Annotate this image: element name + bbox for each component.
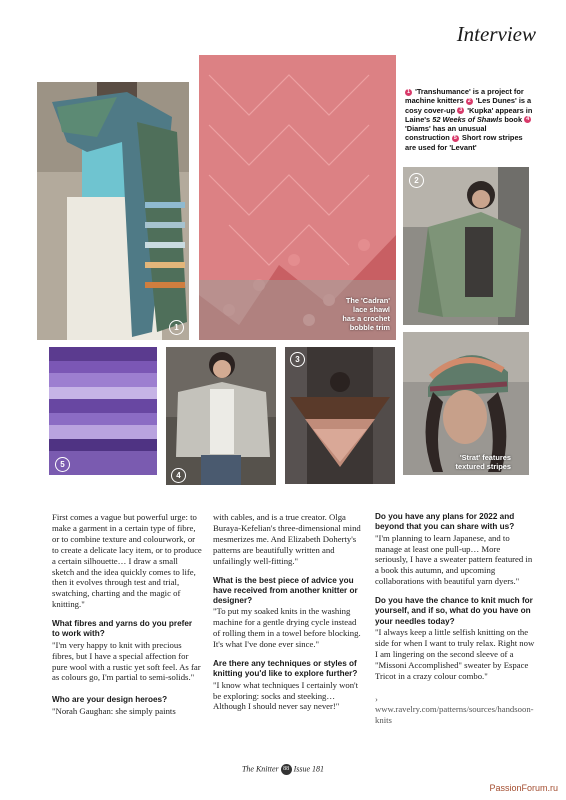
caption-line: 'Strat' features [459,453,511,462]
page-footer [0,764,566,775]
arrow-icon: › [375,693,378,704]
paragraph: with cables, and is a true creator. Olga Buraya-Kefelian's three-dimensional mind mesmerizes me. And Elizabeth Doherty's patterns are beautifully written and unfailingly well-fitting." [213,512,361,566]
answer: "I'm planning to learn Japanese, and to manage at least one pull-up… More seriously, I have a sweater pattern featured in a book this autumn, and upcoming collaborations with beautiful yarn dyers." [375,532,533,587]
answer: "To put my soaked knits in the washing machine for a gentle drying cycle instead of rolling them in a towel before blocking. It's what I've done ever since." [213,606,361,650]
caption-text: Short row stripes are used for 'Levant' [405,133,523,152]
caption-line: The 'Cadran' [345,296,390,305]
caption-number-1: 1 [406,88,411,95]
article-column-1 [52,512,202,726]
main-caption [405,87,533,152]
section-title: Interview [456,22,536,46]
photo-transhumance [37,82,189,340]
page-number: 88 [281,764,292,775]
photo-kupka [285,347,395,484]
issue-number: Issue 181 [293,764,325,774]
caption-line: has a crochet [342,314,390,323]
caption-line: textured stripes [455,462,511,471]
cadran-caption [342,296,390,332]
strat-caption [456,453,511,471]
caption-text: 'Les Dunes' is a cosy cover-up [405,96,532,115]
caption-number-5: 5 [453,135,457,142]
caption-book-title: 52 Weeks of Shawls [432,114,503,124]
photo-number-badge: 3 [290,352,305,367]
photo-number-badge: 1 [169,320,184,335]
question: What is the best piece of advice you have received from another knitter or designer? [213,575,358,606]
photo-strat-hat [403,332,529,475]
question: Are there any techniques or styles of knitting you'd like to explore further? [213,659,358,679]
paragraph: First comes a vague but powerful urge: to make a garment in a certain type of fibre, or to combine texture and colourwork, or to create a delicate lacy item, or to produce a certain silhouette… I draw a small sketch and the idea quickly comes to life, then it evolves through test and trial, swatching, charting and the magic of knitting." [52,512,202,610]
caption-line: bobble trim [349,323,390,332]
answer: "Norah Gaughan: she simply paints [52,705,176,716]
caption-text: 'Transhumance' is a project for machine knitters [405,87,524,106]
article-column-3 [375,512,535,735]
caption-number-3: 3 [459,107,463,114]
link-text[interactable]: www.ravelry.com/patterns/sources/handsoon-knits [375,704,534,726]
question: Do you have the chance to knit much for yourself, and if so, what do you have on your needles today? [375,596,533,626]
article-column-2 [213,512,365,721]
photo-les-dunes [403,167,529,325]
answer: "I know what techniques I certainly won't be exploring: socks and steeking… Although I should never say never!" [213,679,359,712]
caption-line: lace shawl [353,305,390,314]
photo-levant [49,347,157,475]
answer: "I'm very happy to knit with precious fibres, but I have a special affection for pure wool with a rustic yet soft feel. As far as colours go, I'm partial to semi-solids." [52,639,201,683]
caption-number-2: 2 [467,97,471,104]
photo-diams [166,347,276,485]
magazine-name: The Knitter [241,764,279,774]
answer: "I always keep a little selfish knitting on the side for when I want to truly relax. Right now I am lingering on the second sleeve of a "Missoni Accomplished" sweater by Espace Tricot in a crazy colour combo." [375,627,535,681]
caption-text: book [504,114,523,124]
caption-text: 'Diams' has an unusual construction [405,124,487,143]
caption-number-4: 4 [526,116,530,123]
question: What fibres and yarns do you prefer to work with? [52,619,193,639]
photo-number-badge: 2 [409,173,424,188]
photo-number-badge: 5 [55,457,70,472]
caption-text: 'Kupka' appears in Laine's [405,105,533,124]
question: Who are your design heroes? [52,695,168,705]
ravelry-link[interactable] [375,694,535,727]
watermark: PassionForum.ru [489,783,558,793]
question: Do you have any plans for 2022 and beyond that you can share with us? [375,512,515,532]
photo-cadran-shawl [199,55,396,340]
photo-number-badge: 4 [171,468,186,483]
